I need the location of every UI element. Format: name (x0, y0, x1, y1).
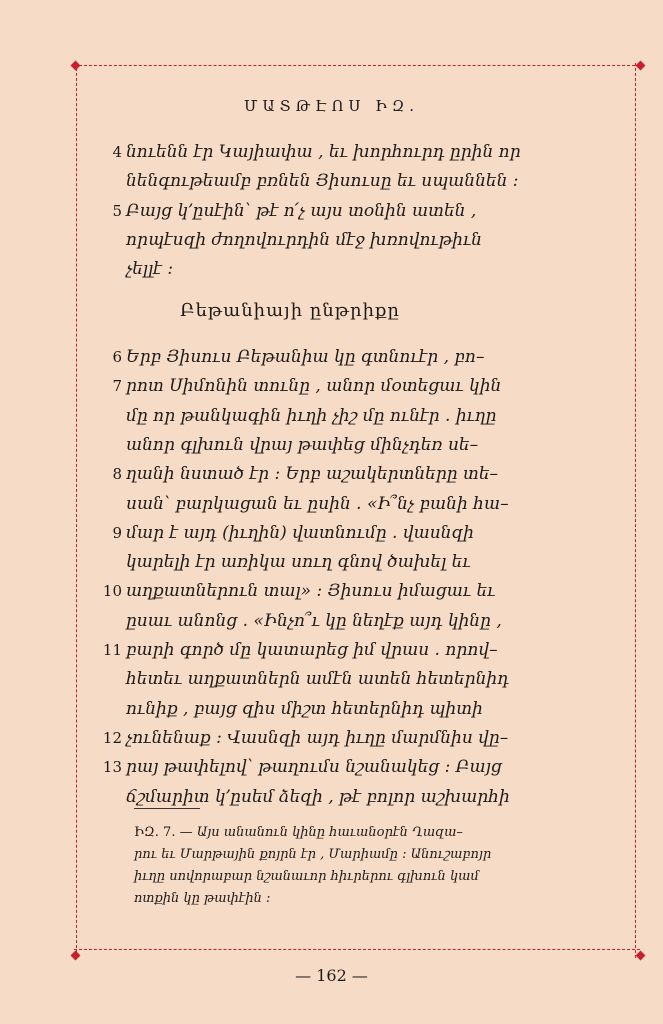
verse-text: մը որ թանկագին իւղի չիշ մը ունէր . իւղը (126, 405, 497, 426)
verse-line (102, 724, 596, 753)
body-text (102, 138, 596, 812)
verse-number: 7 (112, 377, 122, 396)
verse-number: 13 (102, 758, 122, 777)
verse-text: րայ թափելով՝ թաղումս նշանակեց : Բայց (126, 757, 502, 778)
verse-number: 8 (112, 465, 122, 484)
verse-line (112, 197, 596, 226)
running-head: ՄԱՏԹԷՈՍ ԻԶ. (244, 97, 419, 115)
verse-number: 4 (112, 143, 122, 161)
verse-line (102, 577, 596, 606)
verse-text: անոր գլխուն վրայ թափեց մինչդեռ սե– (126, 434, 479, 455)
verse-line (126, 226, 596, 255)
verse-text: րոտ Սիմոնին տունը , անոր մօտեցաւ կին (126, 376, 502, 397)
verse-block-2 (102, 343, 596, 812)
verse-text: նենգութեամբ բռնեն Յիսուսը եւ սպաննեն : (126, 171, 519, 192)
verse-text: ճշմարիտ կ՚ըսեմ ձեզի , թէ բոլոր աշխարհի (126, 786, 510, 807)
verse-line (126, 255, 596, 284)
verse-number: 12 (102, 728, 122, 747)
border-top (74, 65, 640, 72)
verse-line (126, 431, 596, 460)
verse-line (102, 753, 596, 782)
verse-text: ըսաւ անոնց . «Ինչո՞ւ կը նեղէք այդ կինը , (126, 610, 502, 631)
verse-line (126, 607, 596, 636)
verse-text: Երբ Յիսուս Բեթանիա կը գտնուէր , բո– (126, 347, 485, 368)
verse-text: բարի գործ մը կատարեց իմ վրաս . որով– (126, 640, 498, 661)
footnote-rule (134, 808, 200, 809)
verse-line (112, 460, 596, 489)
footnote-line: իւղը սովորաբար նշանաւոր հիւրերու գլխուն կամ (134, 869, 479, 884)
verse-line (126, 695, 596, 724)
footnote-text: Այս անանուն կինը հաւանօրէն Ղազա– (196, 825, 463, 840)
footnote-line: ոտքին կը թափէին : (134, 891, 271, 906)
footnote-line: րու եւ Մարթային քոյրն էր , Մարիամը : Անուշաբոյր (134, 847, 492, 862)
verse-text: նուենն էր Կայիափա , եւ խորհուրդ ըրին որ (126, 142, 521, 162)
verse-line (126, 402, 596, 431)
verse-line (112, 519, 596, 548)
verse-text: ղանի նստած էր : Երբ աշակերտները տե– (126, 464, 498, 485)
border-bottom (74, 949, 640, 956)
verse-number: 9 (112, 523, 122, 542)
verse-text: Բայց կ՚ըսէին՝ թէ ո՛չ այս տօնին ատեն , (126, 200, 477, 221)
verse-text: որպէսզի ժողովուրդին մէջ խռովութիւն (126, 229, 482, 250)
verse-text: կարելի էր առիկա սուղ գնով ծախել եւ (126, 552, 471, 573)
verse-line (126, 548, 596, 577)
border-left (76, 63, 83, 958)
verse-line (126, 490, 596, 519)
footnote-ref: ԻԶ. 7. — (134, 825, 193, 840)
verse-number: 5 (112, 201, 122, 220)
verse-line (112, 343, 596, 372)
verse-text: սան՝ բարկացան եւ ըսին . «Ի՞նչ բանի հա– (126, 493, 509, 514)
verse-text: մար է այդ (իւղին) վատնումը . վասնզի (126, 522, 474, 543)
section-title: Բեթանիայի ընթրիքը (180, 300, 400, 321)
verse-text: չունենաք : Վասնզի այդ իւղը մարմնիս վը– (126, 727, 509, 748)
verse-text: չելլէ : (126, 259, 174, 280)
verse-line (126, 665, 596, 694)
page-number: — 162 — (295, 966, 368, 985)
verse-number: 10 (102, 582, 122, 601)
verse-number: 11 (102, 641, 122, 660)
border-ornament (636, 951, 646, 961)
verse-line (126, 167, 596, 196)
footnote (134, 822, 591, 910)
verse-line (112, 138, 596, 167)
border-right (635, 63, 642, 958)
verse-text: հետեւ աղքատներն ամէն ատեն հետերնիդ (126, 669, 510, 690)
verse-block-1 (112, 138, 596, 284)
footnote-line (134, 822, 591, 844)
verse-line (112, 372, 596, 401)
verse-text: ունիք , բայց զիս միշտ հետերնիդ պիտի (126, 698, 483, 719)
verse-line (102, 636, 596, 665)
verse-text: աղքատներուն տալ» : Յիսուս իմացաւ եւ (126, 581, 496, 602)
verse-number: 6 (112, 348, 122, 367)
